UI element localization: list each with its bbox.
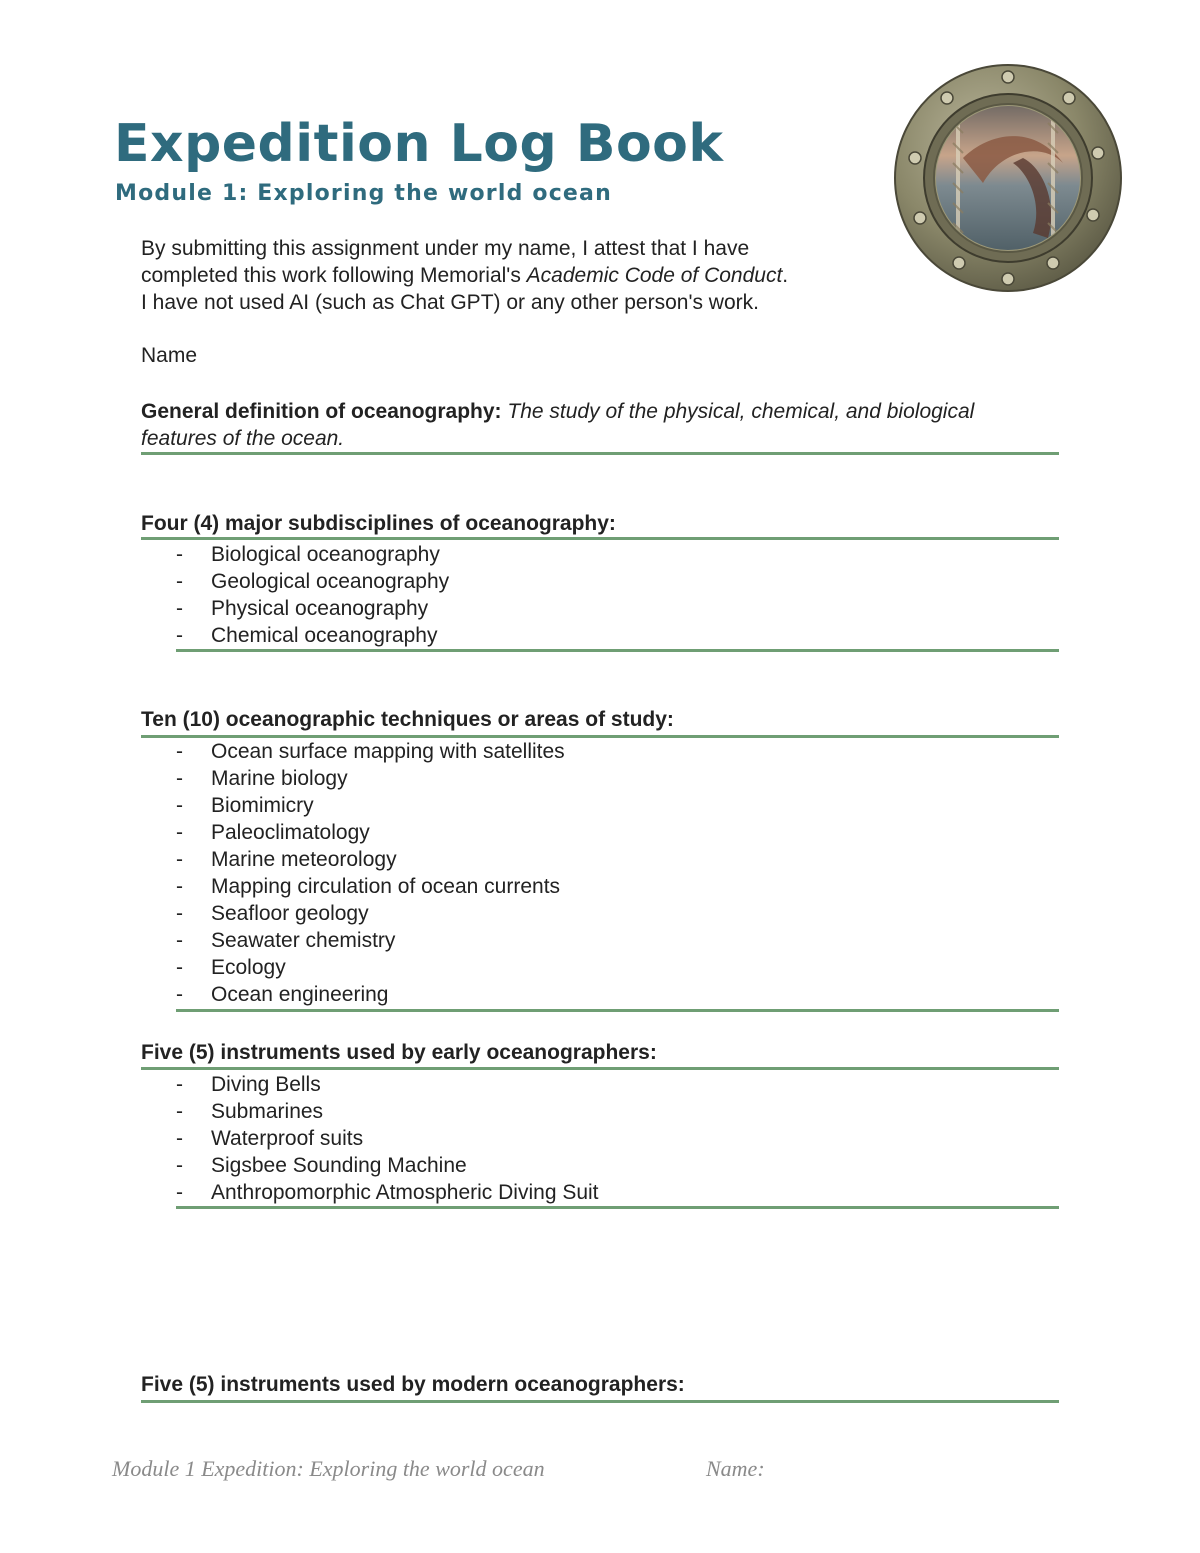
- list-item-text: Chemical oceanography: [211, 624, 438, 647]
- definition-rule: [141, 452, 1059, 455]
- list-item-text: Marine meteorology: [211, 848, 397, 871]
- list-item-text: Ocean surface mapping with satellites: [211, 740, 565, 763]
- list-item: [176, 1179, 599, 1206]
- list-dash-marker: -: [176, 1154, 183, 1177]
- list-item-text: Submarines: [211, 1100, 324, 1123]
- attestation-line-1: By submitting this assignment under my name, I attest that I have: [141, 237, 750, 260]
- list-item-text: Diving Bells: [211, 1073, 321, 1096]
- list-dash-marker: -: [176, 767, 183, 790]
- footer-module-title: Module 1 Expedition: Exploring the world ocean: [112, 1456, 545, 1481]
- academic-code-link-text: Academic Code of Conduct: [526, 264, 783, 287]
- definition-text: The study of the physical, chemical, and biological features of the ocean.: [141, 400, 975, 450]
- list-item: [176, 765, 565, 792]
- early-instruments-heading: Five (5) instruments used by early oceanographers:: [141, 1041, 657, 1064]
- list-item-text: Ocean engineering: [211, 983, 389, 1006]
- list-dash-marker: -: [176, 794, 183, 817]
- modern-instruments-heading-rule: [141, 1400, 1059, 1403]
- list-item-text: Seafloor geology: [211, 902, 369, 925]
- list-dash-marker: -: [176, 624, 183, 647]
- list-dash-marker: -: [176, 956, 183, 979]
- list-item: [176, 954, 565, 981]
- footer-name-label: Name:: [706, 1456, 765, 1481]
- early-instruments-end-rule: [176, 1206, 1059, 1209]
- list-item-text: Biomimicry: [211, 794, 314, 817]
- list-dash-marker: -: [176, 1100, 183, 1123]
- list-item-text: Ecology: [211, 956, 286, 979]
- list-dash-marker: -: [176, 1127, 183, 1150]
- list-item: [176, 1125, 599, 1152]
- list-dash-marker: -: [176, 570, 183, 593]
- list-item-text: Marine biology: [211, 767, 348, 790]
- attestation-line-3: I have not used AI (such as Chat GPT) or any other person's work.: [141, 291, 759, 314]
- list-item: [176, 981, 565, 1008]
- page-subtitle: Module 1: Exploring the world ocean: [115, 181, 612, 206]
- subdisciplines-heading-rule: [141, 537, 1059, 540]
- list-dash-marker: -: [176, 821, 183, 844]
- list-item: [176, 738, 565, 765]
- list-dash-marker: -: [176, 1073, 183, 1096]
- list-item: [176, 568, 449, 595]
- list-item: [176, 1098, 599, 1125]
- subdisciplines-end-rule: [176, 649, 1059, 652]
- list-item-text: Mapping circulation of ocean currents: [211, 875, 561, 898]
- list-item-text: Biological oceanography: [211, 543, 440, 566]
- attestation-line-2: [141, 262, 788, 289]
- list-dash-marker: -: [176, 875, 183, 898]
- list-item-text: Sigsbee Sounding Machine: [211, 1154, 467, 1177]
- list-dash-marker: -: [176, 740, 183, 763]
- list-item: [176, 873, 565, 900]
- list-item: [176, 622, 449, 649]
- attestation-line-2-suffix: .: [782, 264, 789, 287]
- list-item: [176, 1152, 599, 1179]
- list-item: [176, 927, 565, 954]
- name-label: Name: [141, 344, 198, 367]
- early-instruments-list: [176, 1071, 599, 1206]
- list-item: [176, 595, 449, 622]
- list-item-text: Seawater chemistry: [211, 929, 396, 952]
- list-dash-marker: -: [176, 1181, 183, 1204]
- list-dash-marker: -: [176, 543, 183, 566]
- list-dash-marker: -: [176, 848, 183, 871]
- definition-label: General definition of oceanography:: [141, 400, 502, 423]
- list-item-text: Geological oceanography: [211, 570, 450, 593]
- list-item: [176, 900, 565, 927]
- list-item-text: Paleoclimatology: [211, 821, 370, 844]
- techniques-end-rule: [176, 1009, 1059, 1012]
- list-item: [176, 846, 565, 873]
- subdisciplines-list: [176, 541, 449, 649]
- list-item: [176, 541, 449, 568]
- list-item-text: Anthropomorphic Atmospheric Diving Suit: [211, 1181, 599, 1204]
- list-dash-marker: -: [176, 983, 183, 1006]
- attestation-statement: [141, 235, 788, 316]
- modern-instruments-heading: Five (5) instruments used by modern oceanographers:: [141, 1373, 685, 1396]
- techniques-list: [176, 738, 565, 1008]
- list-dash-marker: -: [176, 597, 183, 620]
- page-title: Expedition Log Book: [114, 114, 724, 174]
- list-item: [176, 1071, 599, 1098]
- attestation-line-2-prefix: completed this work following Memorial's: [141, 264, 527, 287]
- porthole-image: [893, 63, 1123, 293]
- techniques-heading: Ten (10) oceanographic techniques or areas of study:: [141, 708, 674, 731]
- list-item-text: Waterproof suits: [211, 1127, 364, 1150]
- list-item-text: Physical oceanography: [211, 597, 429, 620]
- subdisciplines-heading: Four (4) major subdisciplines of oceanography:: [141, 512, 616, 535]
- early-instruments-heading-rule: [141, 1067, 1059, 1070]
- definition-block: [141, 398, 1021, 452]
- list-dash-marker: -: [176, 929, 183, 952]
- list-item: [176, 819, 565, 846]
- list-item: [176, 792, 565, 819]
- list-dash-marker: -: [176, 902, 183, 925]
